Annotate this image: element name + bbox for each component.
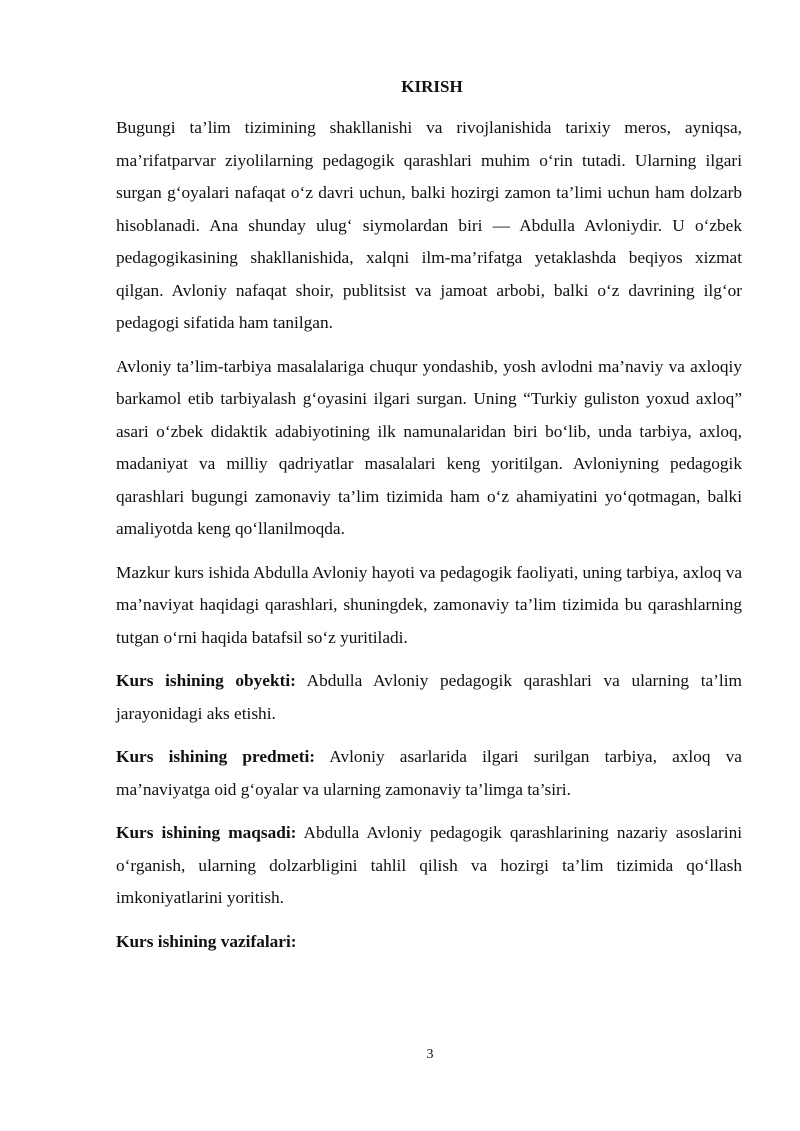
page-number: 3 (426, 1047, 434, 1062)
intro-paragraph-2: Avloniy ta’lim-tarbiya masalalariga chuqur yondashib, yosh avlodni ma’naviy va axloqiy barkamol etib tarbiyalash g‘oyasini ilgari surgan. Uning “Turkiy guliston yoxud axloq” asari o‘zbek didaktik adabiyotining ilk namunalaridan biri bo‘lib, unda tarbiya, axloq, madaniyat va milliy qadriyatlar masalalari keng yoritilgan. Avloniyning pedagogik qarashlari bugungi zamonaviy ta’lim tizimida ham o‘z ahamiyatini yo‘qotmagan, balki amaliyotda keng qo‘llanilmoqda. (116, 356, 742, 538)
tasks-paragraph (116, 926, 742, 959)
goal-label: Kurs ishining maqsadi: (116, 823, 297, 842)
object-text: Abdulla Avloniy pedagogik qarashlari va ularning ta’lim jarayonidagi aks etishi. (116, 671, 742, 723)
goal-paragraph (116, 817, 742, 915)
subject-label: Kurs ishining predmeti: (116, 747, 316, 766)
intro-paragraph-3: Mazkur kurs ishida Abdulla Avloniy hayoti va pedagogik faoliyati, uning tarbiya, axloq va ma’naviyat haqidagi qarashlari, shuningdek, zamonaviy ta’lim tizimida bu qarashlarning tutgan o‘rni haqida batafsil so‘z yuritiladi. (116, 562, 742, 647)
subject-paragraph (116, 741, 742, 806)
object-paragraph (116, 665, 742, 730)
section-title: KIRISH (401, 77, 463, 96)
goal-text: Abdulla Avloniy pedagogik qarashlarining nazariy asoslarini o‘rganish, ularning dolzarbligini tahlil qilish va hozirgi ta’lim tizimida qo‘llash imkoniyatlarini yoritish. (116, 823, 743, 907)
object-label: Kurs ishining obyekti: (116, 671, 296, 690)
intro-paragraph-1: Bugungi ta’lim tizimining shakllanishi va rivojlanishida tarixiy meros, ayniqsa, ma’rifatparvar ziyolilarning pedagogik qarashlari muhim o‘rin tutadi. Ularning ilgari surgan g‘oyalari nafaqat o‘z davri uchun, balki hozirgi zamon ta’limi uchun ham dolzarb hisoblanadi. Ana shunday ulug‘ siymolardan biri — Abdulla Avloniydir. U o‘zbek pedagogikasining shakllanishida, xalqni ilm-ma’rifatga yetaklashda beqiyos xizmat qilgan. Avloniy nafaqat shoir, publitsist va jamoat arbobi, balki o‘z davrining ilg‘or pedagogi sifatida ham tanilgan. (116, 118, 742, 332)
document-page (116, 76, 742, 969)
subject-text: Avloniy asarlarida ilgari surilgan tarbiya, axloq va ma’naviyatga oid g‘oyalar va ularning zamonaviy ta’limga ta’siri. (116, 747, 742, 799)
tasks-label: Kurs ishining vazifalari: (116, 931, 297, 951)
